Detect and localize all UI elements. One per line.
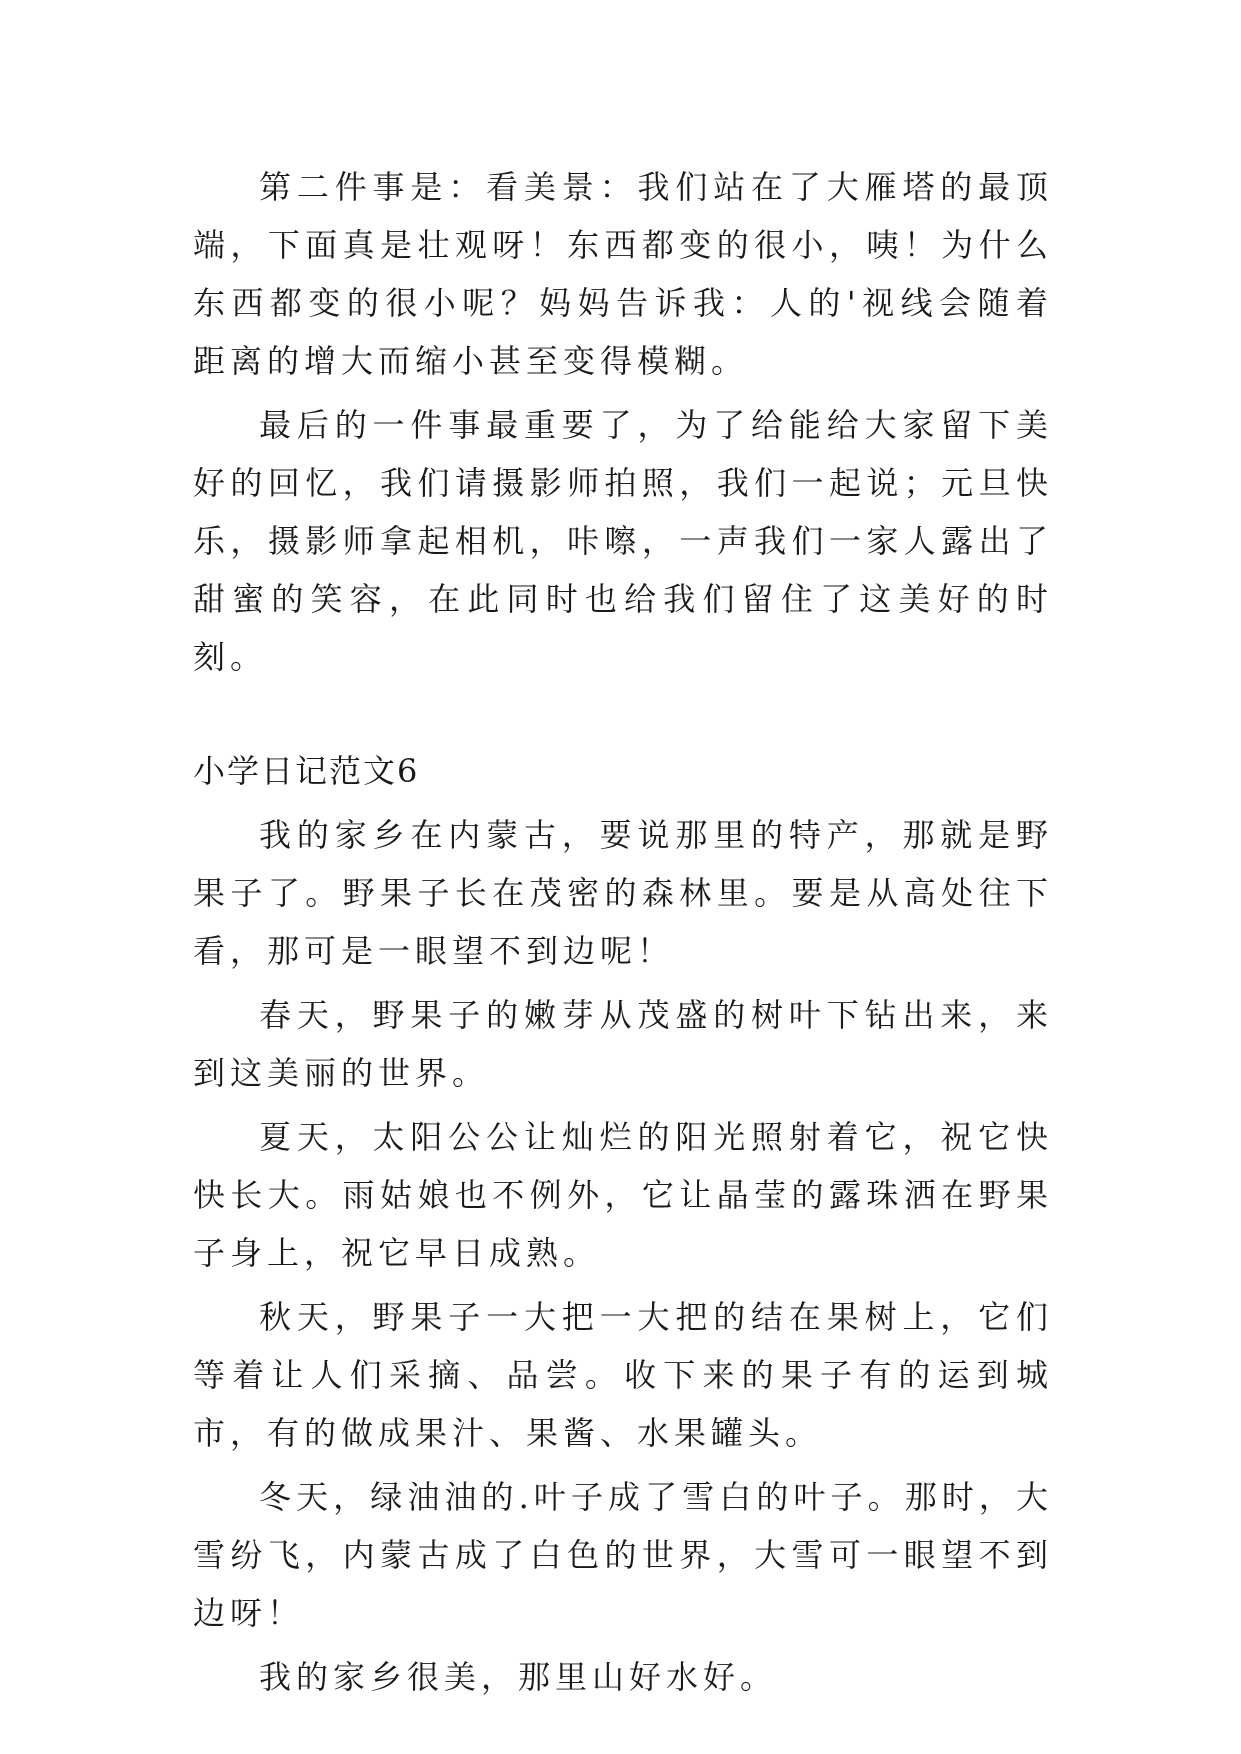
section-gap: [193, 692, 1053, 742]
document-body: [193, 158, 1053, 1712]
paragraph-conclusion: 我的家乡很美，那里山好水好。: [259, 1658, 778, 1696]
paragraph-autumn: 秋天，野果子一大把一大把的结在果树上，它们等着让人们采摘、品尝。收下来的果子有的运到城市，有的做成果汁、果酱、水果罐头。: [193, 1298, 1053, 1452]
paragraph-second-thing: 第二件事是：看美景：我们站在了大雁塔的最顶端，下面真是壮观呀！东西都变的很小，咦！为什么东西都变的很小呢？妈妈告诉我：人的'视线会随着距离的增大而缩小甚至变得模糊。: [193, 168, 1053, 380]
paragraph-last-thing: 最后的一件事最重要了，为了给能给大家留下美好的回忆，我们请摄影师拍照，我们一起说；元旦快乐，摄影师拿起相机，咔嚓，一声我们一家人露出了甜蜜的笑容，在此同时也给我们留住了这美好的时刻。: [193, 406, 1053, 676]
paragraph-winter: 冬天，绿油油的.叶子成了雪白的叶子。那时，大雪纷飞，内蒙古成了白色的世界，大雪可一眼望不到边呀！: [193, 1478, 1053, 1632]
paragraph-summer: 夏天，太阳公公让灿烂的阳光照射着它，祝它快快长大。雨姑娘也不例外，它让晶莹的露珠洒在野果子身上，祝它早日成熟。: [193, 1118, 1053, 1272]
paragraph-spring: 春天，野果子的嫩芽从茂盛的树叶下钻出来，来到这美丽的世界。: [193, 996, 1053, 1092]
section-title: 小学日记范文6: [193, 752, 420, 790]
paragraph-hometown: 我的家乡在内蒙古，要说那里的特产，那就是野果子了。野果子长在茂密的森林里。要是从高处往下看，那可是一眼望不到边呢！: [193, 816, 1053, 970]
